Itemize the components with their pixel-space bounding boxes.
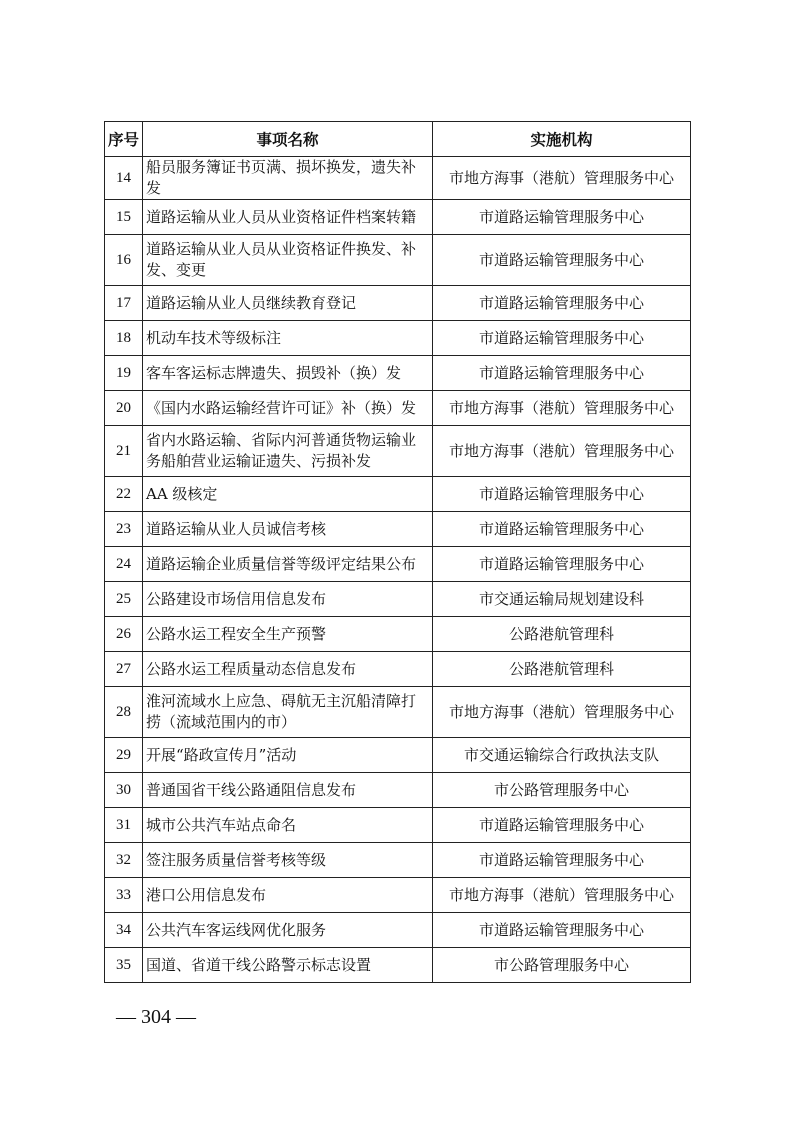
row-serial-number: 28 (105, 687, 143, 738)
row-serial-number: 34 (105, 913, 143, 948)
row-item-name: 公路水运工程安全生产预警 (143, 617, 433, 652)
row-item-name: 普通国省干线公路通阻信息发布 (143, 773, 433, 808)
page-number: — 304 — (116, 1006, 196, 1028)
row-implementing-agency: 市道路运输管理服务中心 (433, 913, 691, 948)
row-serial-number: 24 (105, 547, 143, 582)
row-item-name: 公路水运工程质量动态信息发布 (143, 652, 433, 687)
row-implementing-agency: 市公路管理服务中心 (433, 948, 691, 983)
table-row (105, 321, 691, 356)
row-item-name: 国道、省道干线公路警示标志设置 (143, 948, 433, 983)
row-item-name: 港口公用信息发布 (143, 878, 433, 913)
row-implementing-agency: 市道路运输管理服务中心 (433, 200, 691, 235)
row-serial-number: 15 (105, 200, 143, 235)
table-body (105, 157, 691, 983)
row-implementing-agency: 市地方海事（港航）管理服务中心 (433, 391, 691, 426)
row-serial-number: 32 (105, 843, 143, 878)
table-row (105, 157, 691, 200)
table-row (105, 512, 691, 547)
row-item-name: 道路运输从业人员从业资格证件换发、补发、变更 (143, 235, 433, 286)
row-serial-number: 25 (105, 582, 143, 617)
row-implementing-agency: 市道路运输管理服务中心 (433, 547, 691, 582)
row-implementing-agency: 市交通运输综合行政执法支队 (433, 738, 691, 773)
row-item-name: 公共汽车客运线网优化服务 (143, 913, 433, 948)
row-implementing-agency: 市地方海事（港航）管理服务中心 (433, 687, 691, 738)
table-header-row (105, 122, 691, 157)
row-implementing-agency: 市地方海事（港航）管理服务中心 (433, 426, 691, 477)
row-implementing-agency: 市道路运输管理服务中心 (433, 512, 691, 547)
table-row (105, 913, 691, 948)
table-row (105, 738, 691, 773)
table-row (105, 808, 691, 843)
row-serial-number: 29 (105, 738, 143, 773)
row-implementing-agency: 公路港航管理科 (433, 652, 691, 687)
row-serial-number: 27 (105, 652, 143, 687)
row-implementing-agency: 市道路运输管理服务中心 (433, 321, 691, 356)
table-row (105, 235, 691, 286)
row-serial-number: 33 (105, 878, 143, 913)
row-serial-number: 26 (105, 617, 143, 652)
table-row (105, 200, 691, 235)
header-serial-number: 序号 (105, 122, 143, 157)
table-row (105, 426, 691, 477)
row-implementing-agency: 市道路运输管理服务中心 (433, 808, 691, 843)
row-serial-number: 21 (105, 426, 143, 477)
table-row (105, 617, 691, 652)
row-item-name: 道路运输从业人员继续教育登记 (143, 286, 433, 321)
table-row (105, 843, 691, 878)
table-row (105, 391, 691, 426)
row-serial-number: 22 (105, 477, 143, 512)
table-row (105, 477, 691, 512)
row-item-name: 道路运输从业人员从业资格证件档案转籍 (143, 200, 433, 235)
row-item-name: 公路建设市场信用信息发布 (143, 582, 433, 617)
row-implementing-agency: 市道路运输管理服务中心 (433, 356, 691, 391)
row-item-name: 省内水路运输、省际内河普通货物运输业务船舶营业运输证遗失、污损补发 (143, 426, 433, 477)
row-item-name: 机动车技术等级标注 (143, 321, 433, 356)
row-serial-number: 35 (105, 948, 143, 983)
row-serial-number: 17 (105, 286, 143, 321)
row-item-name: 客车客运标志牌遗失、损毁补（换）发 (143, 356, 433, 391)
table-row (105, 652, 691, 687)
row-item-name: 《国内水路运输经营许可证》补（换）发 (143, 391, 433, 426)
row-serial-number: 14 (105, 157, 143, 200)
table-row (105, 773, 691, 808)
table-row (105, 878, 691, 913)
table-row (105, 582, 691, 617)
row-serial-number: 18 (105, 321, 143, 356)
row-item-name: 道路运输企业质量信誉等级评定结果公布 (143, 547, 433, 582)
row-implementing-agency: 市道路运输管理服务中心 (433, 843, 691, 878)
matters-table (104, 121, 691, 983)
row-item-name: 道路运输从业人员诚信考核 (143, 512, 433, 547)
row-implementing-agency: 市公路管理服务中心 (433, 773, 691, 808)
row-serial-number: 20 (105, 391, 143, 426)
row-serial-number: 23 (105, 512, 143, 547)
row-item-name: 船员服务簿证书页满、损坏换发，遗失补发 (143, 157, 433, 200)
header-item-name: 事项名称 (143, 122, 433, 157)
row-serial-number: 31 (105, 808, 143, 843)
row-implementing-agency: 市道路运输管理服务中心 (433, 477, 691, 512)
row-item-name: AA 级核定 (143, 477, 433, 512)
row-serial-number: 19 (105, 356, 143, 391)
table-row (105, 547, 691, 582)
row-implementing-agency: 市道路运输管理服务中心 (433, 235, 691, 286)
row-item-name: 城市公共汽车站点命名 (143, 808, 433, 843)
row-item-name: 淮河流域水上应急、碍航无主沉船清障打捞（流域范围内的市） (143, 687, 433, 738)
table-row (105, 356, 691, 391)
row-serial-number: 30 (105, 773, 143, 808)
row-implementing-agency: 市道路运输管理服务中心 (433, 286, 691, 321)
row-item-name: 开展“路政宣传月”活动 (143, 738, 433, 773)
table-row (105, 286, 691, 321)
table-row (105, 687, 691, 738)
row-implementing-agency: 市交通运输局规划建设科 (433, 582, 691, 617)
row-implementing-agency: 市地方海事（港航）管理服务中心 (433, 878, 691, 913)
row-implementing-agency: 市地方海事（港航）管理服务中心 (433, 157, 691, 200)
table-row (105, 948, 691, 983)
row-serial-number: 16 (105, 235, 143, 286)
row-implementing-agency: 公路港航管理科 (433, 617, 691, 652)
row-item-name: 签注服务质量信誉考核等级 (143, 843, 433, 878)
header-implementing-agency: 实施机构 (433, 122, 691, 157)
